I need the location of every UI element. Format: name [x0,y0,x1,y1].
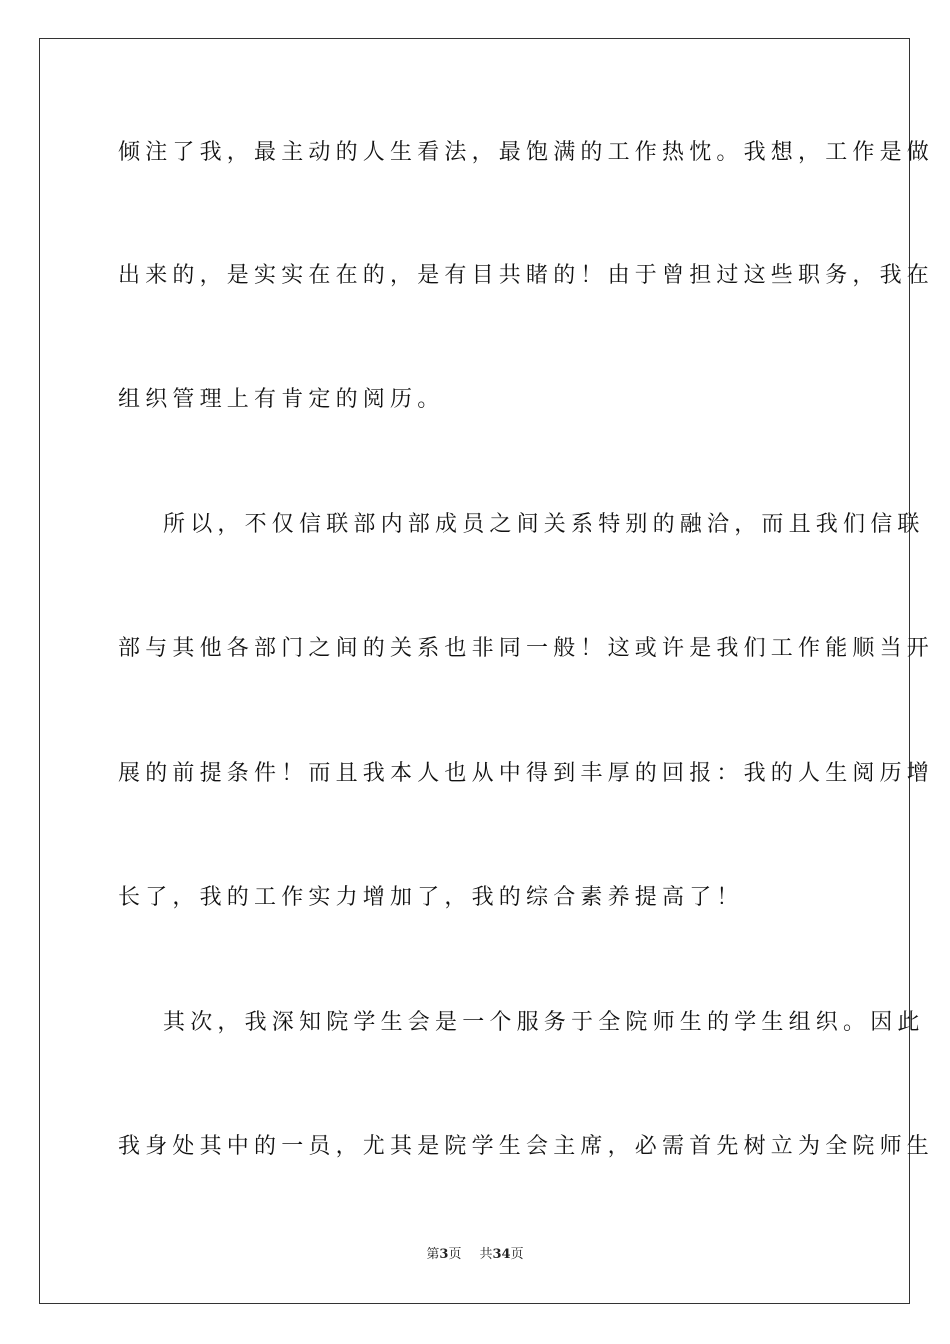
text-line-7: 长了，我的工作实力增加了，我的综合素养提高了！ [118,885,744,910]
footer-page-current: 3 [439,1247,449,1262]
text-line-9: 我身处其中的一员，尤其是院学生会主席，必需首先树立为全院师生 [118,1134,935,1159]
text-line-1: 倾注了我，最主动的人生看法，最饱满的工作热忱。我想，工作是做 [118,140,935,165]
page-footer [0,1246,950,1264]
text-line-5: 部与其他各部门之间的关系也非同一般！这或许是我们工作能顺当开 [118,636,935,661]
footer-page-prefix: 第 [426,1247,440,1262]
text-line-8: 其次，我深知院学生会是一个服务于全院师生的学生组织。因此 [163,1010,925,1035]
footer-total-prefix: 共 [479,1247,493,1262]
text-line-3: 组织管理上有肯定的阅历。 [118,387,445,412]
footer-page-suffix: 页 [448,1247,462,1262]
footer-page-total: 34 [492,1247,511,1262]
text-line-2: 出来的，是实实在在的，是有目共睹的！由于曾担过这些职务，我在 [118,263,935,288]
footer-total-suffix: 页 [510,1247,524,1262]
text-line-6: 展的前提条件！而且我本人也从中得到丰厚的回报：我的人生阅历增 [118,761,935,786]
text-line-4: 所以，不仅信联部内部成员之间关系特别的融洽，而且我们信联 [163,512,925,537]
page-border [39,38,935,1304]
